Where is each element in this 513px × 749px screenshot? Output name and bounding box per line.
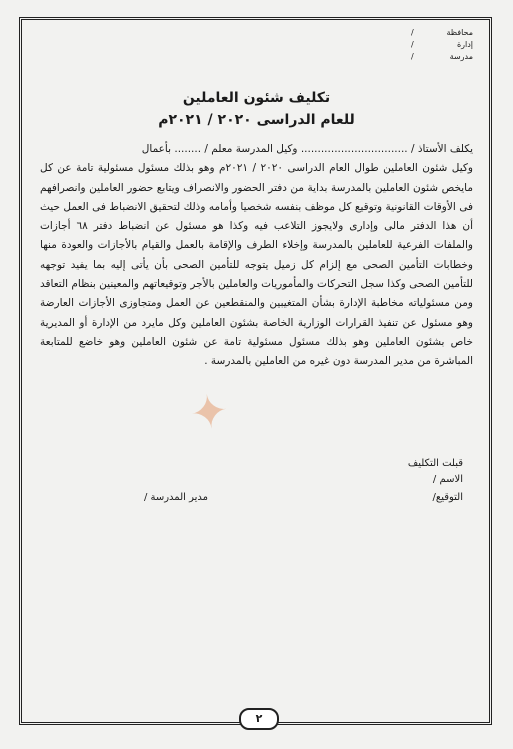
name-label: الاسم / <box>432 474 463 485</box>
header-administration-label: إدارة <box>456 40 473 49</box>
body-paragraph-2: وكيل شئون العاملين طوال العام الدراسى ٢٠٢٠ / ٢٠٢١م وهو بذلك مسئول مسئولية تامة عن كل مايخص شئون العاملين بالمدرسة بداية من دفتر الحضور والانصراف ويتابع حضور العاملين وانصرافهم فى الأوقات القانونية وتوقيع كل موظف بنفسه شخصيا وأمامه وذلك لتحقيق الانضباط فى العمل حيث أن هذا الدفتر مالى وإدارى ولايجوز التلاعب فيه وكذا هو مسئول عن انضباط دفتر ٦٨ أجازات والملفات الفرعية للعاملين بالمدرسة وإخلاء الطرف والإقامة بالعمل والقيام بالأجازات والعودة منها وخطابات التأمين الصحى مع إلزام كل زميل يتوجه للتأمين الصحى بأن يأتى إليه بما يفيد توجهه للتأمين الصحى وكذا سجل التحركات والمأموريات والعاملين بالأجر وتوقيعاتهم والمعينين بنظام التعاقد ومن مسئولياته مخاطبة الإدارة بشأن المتغيبين والمنقطعين عن العمل ومتجاوزى الأجازات العارضة وهو مسئول عن تنفيذ القرارات الوزارية الخاصة بشئون العاملين وكل مايرد من الإدارة أو المديرية خاص بشئون العاملين وهو بذلك مسئول مسئولية تامة عن شئون العاملين وهو خاضع للمتابعة المباشرة من مدير المدرسة دون غيره من العاملين بالمدرسة . <box>40 162 473 368</box>
header-school-label: مدرسة <box>449 52 473 61</box>
watermark-logo: ✦ <box>186 382 233 442</box>
document-title: تكليف شئون العاملين <box>182 90 331 106</box>
principal-label: مدير المدرسة / <box>143 492 208 503</box>
header-school <box>363 51 473 63</box>
header-school-slash: / <box>411 52 414 61</box>
header-governorate-label: محافظة <box>446 28 473 37</box>
header-administration-slash: / <box>411 40 414 49</box>
header-fields <box>363 27 473 63</box>
signature-label: التوقيع/ <box>432 492 463 503</box>
header-administration <box>363 39 473 51</box>
page-number: ٢ <box>239 708 279 730</box>
document-body <box>40 140 473 372</box>
document-subtitle: للعام الدراسى ٢٠٢٠ / ٢٠٢١م <box>158 112 355 128</box>
header-governorate-slash: / <box>411 28 414 37</box>
accepted-label: قبلت التكليف <box>407 458 463 469</box>
header-governorate <box>363 27 473 39</box>
body-paragraph-1: يكلف الأستاذ / ................................ وكيل المدرسة معلم / ........ بأعمال <box>141 143 473 155</box>
